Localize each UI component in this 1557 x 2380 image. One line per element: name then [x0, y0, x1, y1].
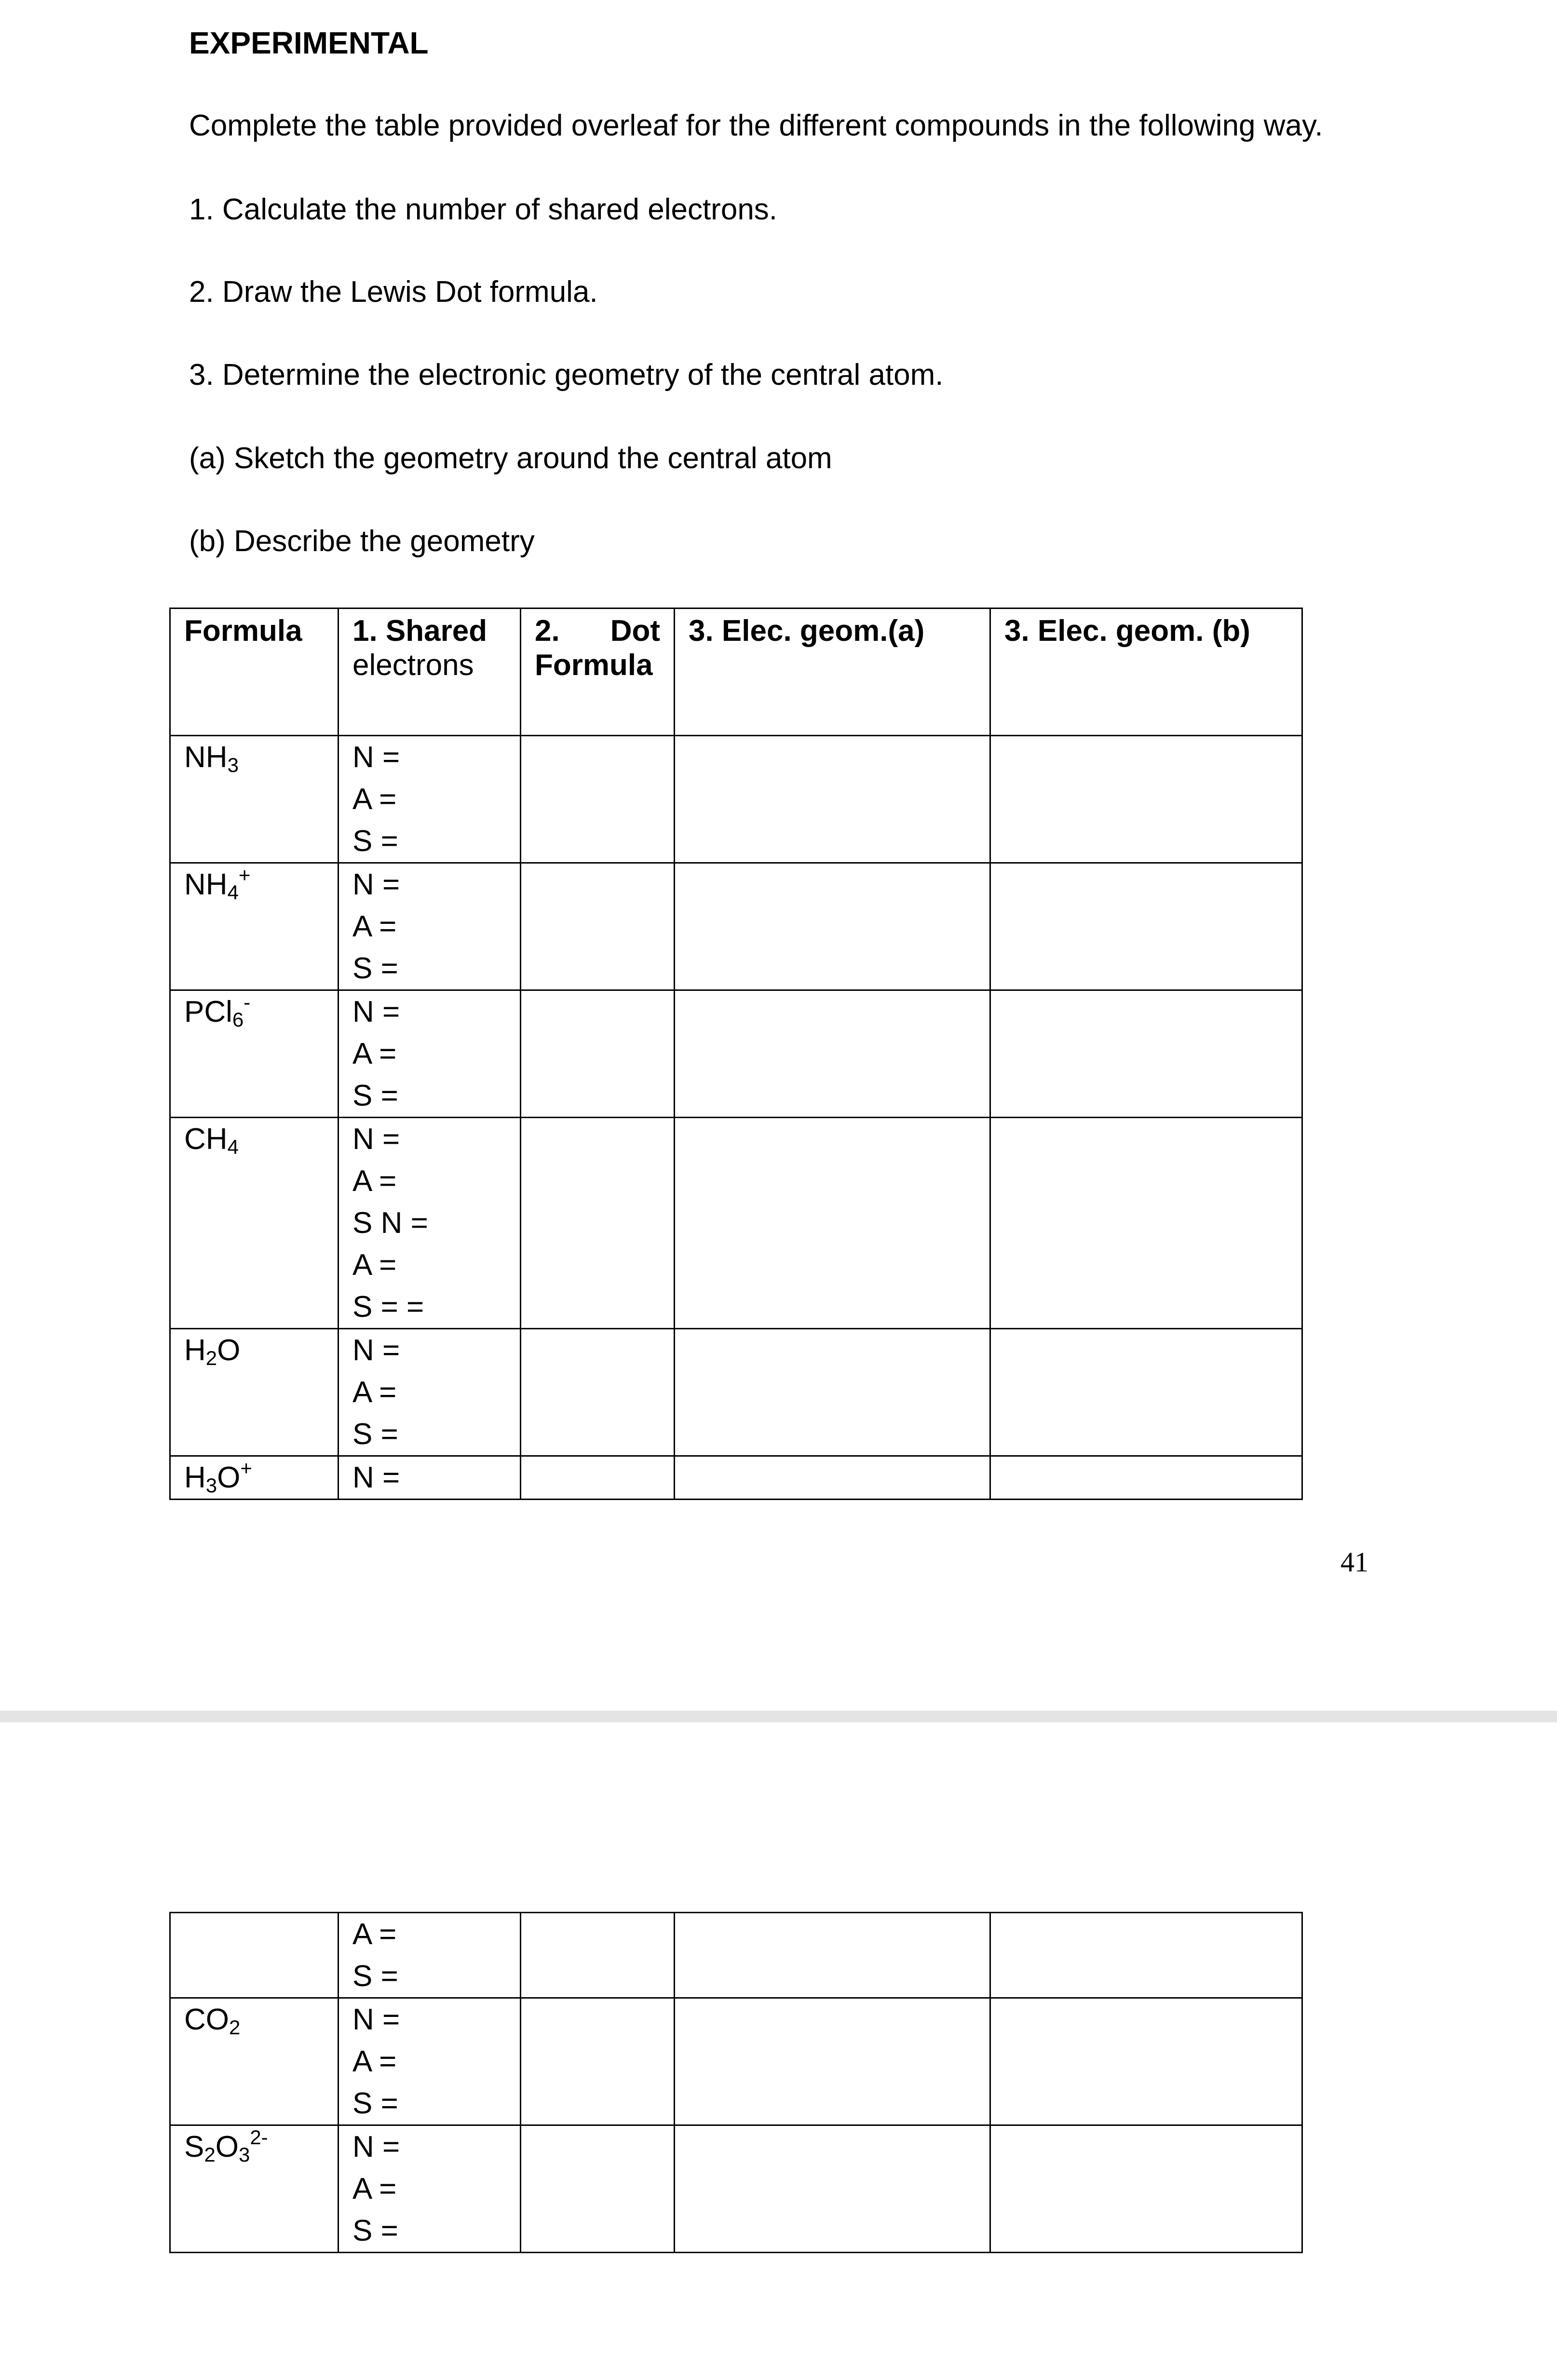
shared-electrons-cell — [338, 863, 521, 990]
step-2: 2. Draw the Lewis Dot formula. — [189, 275, 598, 309]
geom-b-cell — [990, 863, 1302, 990]
s-line: S = — [352, 952, 398, 985]
header-dot-formula — [521, 609, 675, 736]
a-line: A = — [352, 2045, 397, 2078]
formula-cell — [170, 1913, 338, 1998]
table-row — [170, 1456, 1302, 1500]
table-row — [170, 736, 1302, 863]
s-line: S = — [352, 2087, 398, 2120]
compounds-table-continued — [169, 1912, 1303, 2253]
dot-formula-cell — [521, 736, 675, 863]
header-formula-label: Formula — [184, 614, 302, 648]
formula-h2o: $H_2O$ — [184, 1334, 241, 1369]
a-line: A = — [352, 1164, 397, 1198]
compounds-table — [169, 608, 1303, 1500]
geom-a-cell — [675, 736, 990, 863]
geom-a-cell — [675, 990, 990, 1118]
table-row — [170, 863, 1302, 990]
geom-a-cell — [675, 863, 990, 990]
geom-b-cell — [990, 2125, 1302, 2253]
formula-nh4-plus: $NH_4^+$ — [184, 864, 251, 904]
dot-formula-cell — [521, 1456, 675, 1500]
n-line: N = — [352, 1334, 400, 1367]
s-line: S = — [352, 1079, 398, 1112]
geom-b-cell — [990, 1118, 1302, 1329]
geom-b-cell — [990, 736, 1302, 863]
formula-cell — [170, 990, 338, 1118]
formula-cell — [170, 863, 338, 990]
page-divider — [0, 1711, 1557, 1722]
table-row — [170, 1998, 1302, 2125]
formula-h3o-plus: $H_3O^+$ — [184, 1457, 252, 1497]
sn-line: S N = — [352, 1206, 428, 1240]
n-line: N = — [352, 995, 400, 1028]
formula-cell — [170, 1998, 338, 2125]
a-line: A = — [352, 2172, 397, 2205]
shared-electrons-cell — [338, 1329, 521, 1456]
header-dot-formula-word: Formula — [535, 649, 653, 682]
formula-cell — [170, 736, 338, 863]
n-line: N = — [352, 2130, 400, 2164]
geom-a-cell — [675, 1913, 990, 1998]
shared-electrons-cell — [338, 1456, 521, 1500]
step-1: 1. Calculate the number of shared electrons. — [189, 193, 778, 226]
dot-formula-cell — [521, 1118, 675, 1329]
n-line: N = — [352, 1461, 400, 1494]
geom-b-cell — [990, 1998, 1302, 2125]
header-dot-number: 2. — [535, 614, 560, 648]
formula-pcl6-minus: PCl$_6$- — [184, 991, 251, 1031]
table-row — [170, 2125, 1302, 2253]
s-line: S = — [352, 825, 398, 858]
header-geom-b — [990, 609, 1302, 736]
formula-cell — [170, 1456, 338, 1500]
header-dot-word: Dot — [610, 614, 660, 648]
header-shared-electrons — [338, 609, 521, 736]
shared-electrons-cell — [338, 1998, 521, 2125]
shared-electrons-cell — [338, 990, 521, 1118]
shared-electrons-cell — [338, 1913, 521, 1998]
geom-a-cell — [675, 1118, 990, 1329]
header-formula — [170, 609, 338, 736]
s-line: S = — [352, 1960, 398, 1993]
geom-a-cell — [675, 1329, 990, 1456]
table-row — [170, 1118, 1302, 1329]
intro-paragraph: Complete the table provided overleaf for the different compounds in the following way. — [189, 109, 1323, 142]
a-line: A = — [352, 1376, 397, 1409]
section-heading: EXPERIMENTAL — [189, 26, 429, 60]
table-header-row — [170, 609, 1302, 736]
a-line: A = — [352, 783, 397, 816]
s-line: S = = — [352, 1290, 424, 1324]
header-geom-a-label: 3. Elec. geom.(a) — [689, 614, 925, 648]
dot-formula-cell — [521, 990, 675, 1118]
dot-formula-cell — [521, 1913, 675, 1998]
formula-nh3: $NH_3$ — [184, 741, 239, 776]
shared-electrons-cell — [338, 2125, 521, 2253]
step-3a: (a) Sketch the geometry around the central atom — [189, 442, 832, 475]
n-line: N = — [352, 2003, 400, 2036]
geom-b-cell — [990, 1329, 1302, 1456]
shared-electrons-cell — [338, 1118, 521, 1329]
page-number: 41 — [1340, 1546, 1368, 1578]
geom-b-cell — [990, 1456, 1302, 1500]
formula-cell — [170, 1118, 338, 1329]
geom-b-cell — [990, 1913, 1302, 1998]
header-geom-b-label: 3. Elec. geom. (b) — [1004, 614, 1250, 648]
header-electrons-label: electrons — [352, 649, 474, 682]
s-line: S = — [352, 2214, 398, 2247]
table-row — [170, 990, 1302, 1118]
a-line: A = — [352, 1248, 397, 1282]
s-line: S = — [352, 1418, 398, 1451]
table-row — [170, 1913, 1302, 1998]
formula-s2o3-2minus: $S_2O_3^{2-}$ — [184, 2126, 268, 2166]
geom-a-cell — [675, 1456, 990, 1500]
header-geom-a — [675, 609, 990, 736]
shared-electrons-cell — [338, 736, 521, 863]
dot-formula-cell — [521, 1998, 675, 2125]
geom-a-cell — [675, 1998, 990, 2125]
formula-co2: $CO_2$ — [184, 2003, 241, 2039]
n-line: N = — [352, 1122, 400, 1156]
step-3b: (b) Describe the geometry — [189, 525, 535, 558]
dot-formula-cell — [521, 1329, 675, 1456]
a-line: A = — [352, 1037, 397, 1070]
n-line: N = — [352, 741, 400, 774]
dot-formula-cell — [521, 2125, 675, 2253]
formula-cell — [170, 1329, 338, 1456]
geom-b-cell — [990, 990, 1302, 1118]
step-3: 3. Determine the electronic geometry of the central atom. — [189, 358, 944, 392]
n-line: N = — [352, 868, 400, 901]
table-row — [170, 1329, 1302, 1456]
header-shared-label: 1. Shared — [352, 614, 487, 648]
geom-a-cell — [675, 2125, 990, 2253]
dot-formula-cell — [521, 863, 675, 990]
a-line: A = — [352, 910, 397, 943]
formula-ch4: $CH_4$ — [184, 1122, 239, 1158]
a-line: A = — [352, 1918, 397, 1951]
formula-cell — [170, 2125, 338, 2253]
